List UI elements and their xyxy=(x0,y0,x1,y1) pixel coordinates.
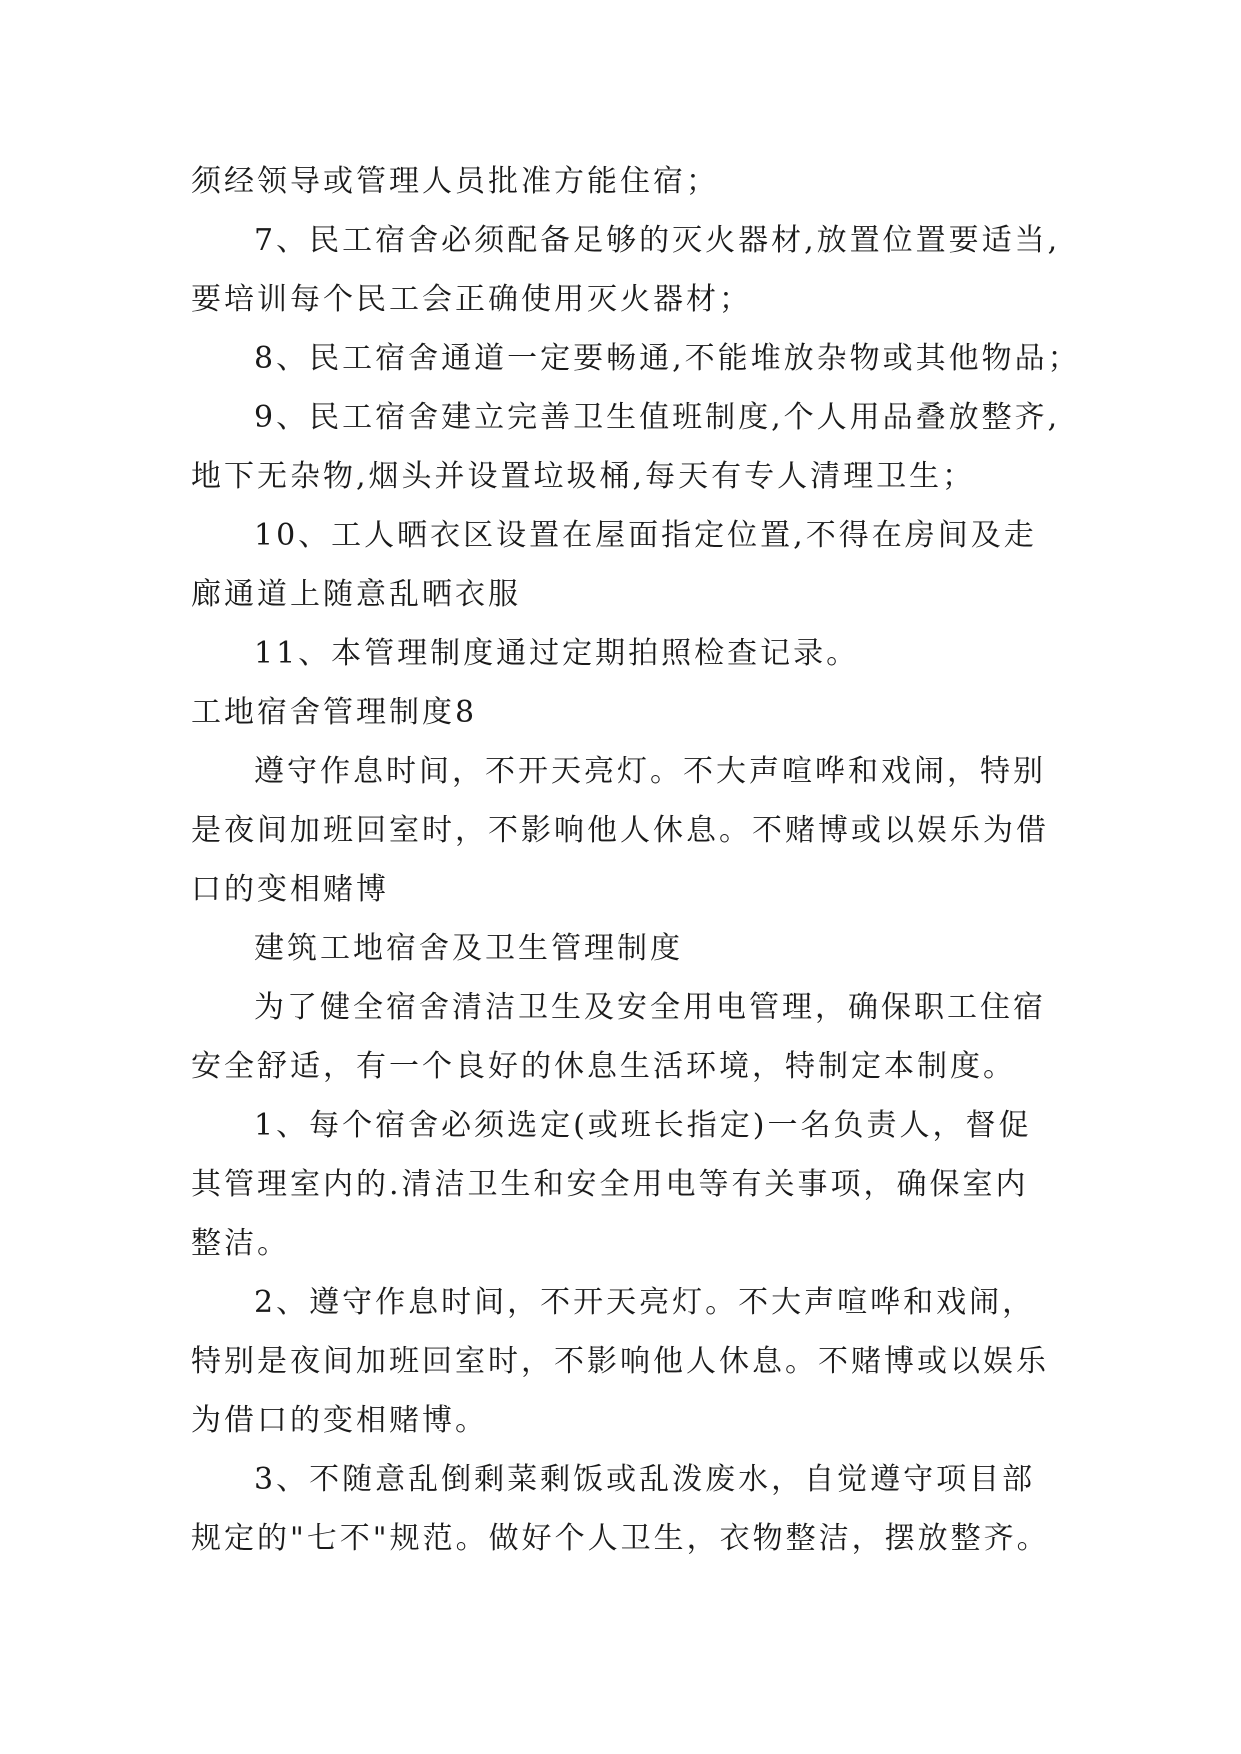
text-line: 其管理室内的.清洁卫生和安全用电等有关事项，确保室内 xyxy=(191,1167,1029,1202)
text-line: 遵守作息时间，不开天亮灯。不大声喧哗和戏闹，特别 xyxy=(254,754,1046,789)
text-line: 3、不随意乱倒剩菜剩饭或乱泼废水，自觉遵守项目部 xyxy=(254,1462,1036,1497)
text-line: 10、工人晒衣区设置在屋面指定位置,不得在房间及走 xyxy=(254,518,1037,553)
text-line: 口的变相赌博 xyxy=(191,872,389,907)
text-line: 9、民工宿舍建立完善卫生值班制度,个人用品叠放整齐, xyxy=(254,400,1061,435)
text-line: 要培训每个民工会正确使用灭火器材； xyxy=(191,282,752,317)
text-line: 地下无杂物,烟头并设置垃圾桶,每天有专人清理卫生； xyxy=(191,459,976,494)
subsection-heading: 建筑工地宿舍及卫生管理制度 xyxy=(254,931,683,966)
text-line: 为了健全宿舍清洁卫生及安全用电管理，确保职工住宿 xyxy=(254,990,1046,1025)
text-line: 11、本管理制度通过定期拍照检查记录。 xyxy=(254,636,860,671)
text-line: 是夜间加班回室时，不影响他人休息。不赌博或以娱乐为借 xyxy=(191,813,1049,848)
text-line: 整洁。 xyxy=(191,1226,290,1261)
text-line: 安全舒适，有一个良好的休息生活环境，特制定本制度。 xyxy=(191,1049,1016,1084)
text-line: 特别是夜间加班回室时，不影响他人休息。不赌博或以娱乐 xyxy=(191,1344,1049,1379)
text-line: 1、每个宿舍必须选定(或班长指定)一名负责人，督促 xyxy=(254,1108,1032,1143)
text-line: 须经领导或管理人员批准方能住宿； xyxy=(191,164,719,199)
text-line: 7、民工宿舍必须配备足够的灭火器材,放置位置要适当, xyxy=(254,223,1061,258)
text-line: 8、民工宿舍通道一定要畅通,不能堆放杂物或其他物品； xyxy=(254,341,1081,376)
document-body xyxy=(191,152,1081,1568)
text-line: 规定的"七不"规范。做好个人卫生，衣物整洁，摆放整齐。 xyxy=(191,1521,1050,1556)
section-heading: 工地宿舍管理制度8 xyxy=(191,695,478,730)
text-line: 为借口的变相赌博。 xyxy=(191,1403,488,1438)
text-line: 廊通道上随意乱晒衣服 xyxy=(191,577,521,612)
text-line: 2、遵守作息时间，不开天亮灯。不大声喧哗和戏闹， xyxy=(254,1285,1036,1320)
